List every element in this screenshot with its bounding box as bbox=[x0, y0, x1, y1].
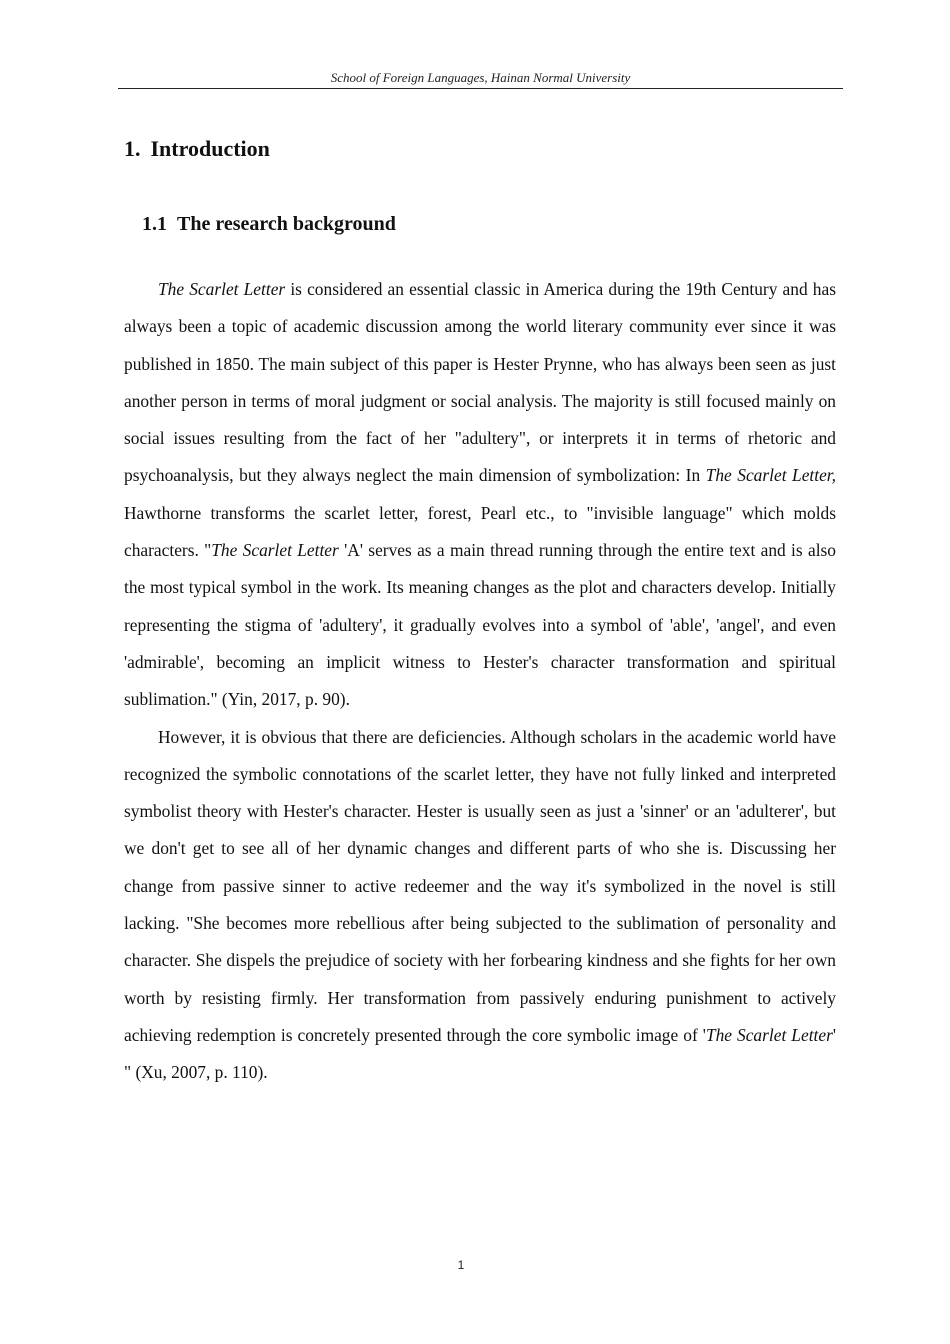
book-title: The Scarlet Letter, bbox=[705, 465, 836, 486]
section-number: 1. bbox=[124, 136, 141, 161]
paragraph-1 bbox=[124, 271, 836, 719]
paragraph-text: Hawthorne transforms the scarlet letter, forest, Pearl etc., to "invisible language" which molds characters. " bbox=[124, 502, 836, 561]
section-heading bbox=[124, 136, 270, 162]
subsection-number: 1.1 bbox=[142, 213, 167, 235]
paragraph-text: ' " (Xu, 2007, p. 110). bbox=[124, 1024, 836, 1083]
paragraph-2 bbox=[124, 719, 836, 1092]
book-title: The Scarlet Letter bbox=[158, 279, 286, 299]
section-title: Introduction bbox=[150, 136, 270, 161]
paragraph-text: 'A' serves as a main thread running through the entire text and is also the most typical symbol in the work. Its meaning changes as the plot and characters develop. Initially representing the stigma of 'adultery', it gradually evolves into a symbol of 'able', 'angel', and even 'admirable', becoming an implicit witness to Hester's character transformation and spiritual sublimation." (Yin, 2017, p. 90). bbox=[124, 540, 836, 710]
page-number: 1 bbox=[457, 1258, 465, 1272]
book-title: The Scarlet Letter bbox=[705, 1024, 833, 1045]
paragraph-text: However, it is obvious that there are deficiencies. Although scholars in the academic world have recognized the symbolic connotations of the scarlet letter, they have not fully linked and interpreted symbolist theory with Hester's character. Hester is usually seen as just a 'sinner' or an 'adulterer', but we don't get to see all of her dynamic changes and different parts of who she is. Discussing her change from passive sinner to active redeemer and the way it's symbolized in the novel is still lacking. "She becomes more rebellious after being subjected to the sublimation of personality and character. She dispels the prejudice of society with her forbearing kindness and she fights for her own worth by resisting firmly. Her transformation from passively enduring punishment to actively achieving redemption is concretely presented through the core symbolic image of ' bbox=[124, 726, 836, 1045]
subsection-title: The research background bbox=[177, 213, 396, 235]
book-title: The Scarlet Letter bbox=[211, 540, 339, 561]
subsection-heading bbox=[142, 213, 396, 236]
body-text bbox=[124, 271, 836, 1092]
running-header: School of Foreign Languages, Hainan Normal University bbox=[118, 68, 843, 89]
paragraph-text: is considered an essential classic in America during the 19th Century and has always been a topic of academic discussion among the world literary community ever since it was published in 1850. The main subject of this paper is Hester Prynne, who has always been seen as just another person in terms of moral judgment or social analysis. The majority is still focused mainly on social issues resulting from the fact of her "adultery", or interprets it in terms of rhetoric and psychoanalysis, but they always neglect the main dimension of symbolization: In bbox=[124, 279, 836, 486]
